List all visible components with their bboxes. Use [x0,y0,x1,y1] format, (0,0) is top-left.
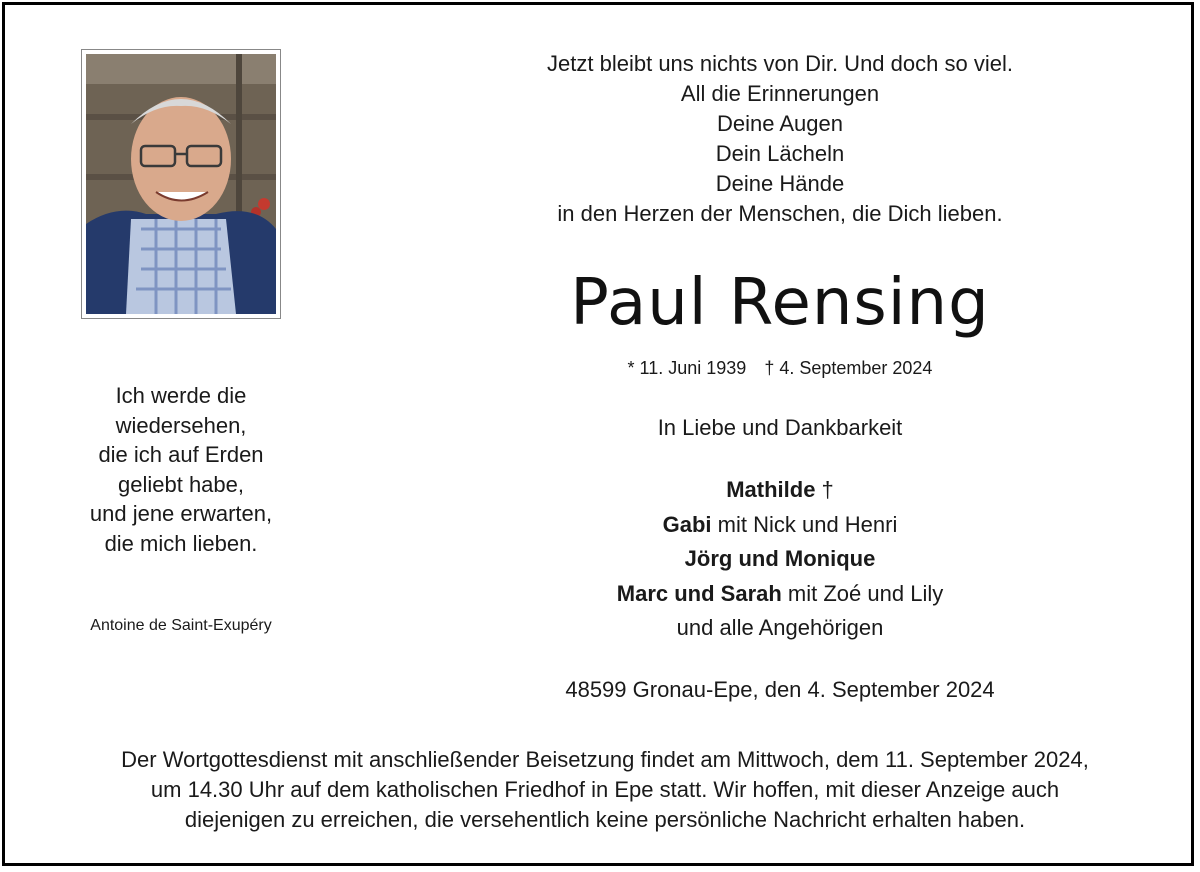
family-suffix: mit Nick und Henri [711,511,898,537]
poem-line: All die Erinnerungen [680,81,880,106]
portrait-photo [86,54,276,314]
notice-line: diejenigen zu erreichen, die versehentlich keine persönliche Nachricht erhalten haben. [184,807,1026,832]
funeral-notice [35,745,1175,835]
notice-line: Der Wortgottesdienst mit anschließender Beisetzung findet am Mittwoch, dem 11. September 2024, [121,747,1089,772]
family-name: Mathilde [726,477,816,502]
poem-line: Dein Lächeln [715,141,845,166]
family-list [435,473,1125,646]
family-member [435,611,1125,646]
family-name: Jörg und Monique [684,546,876,571]
poem [435,49,1125,229]
notice-line: um 14.30 Uhr auf dem katholischen Friedhof in Epe statt. Wir hoffen, mit dieser Anzeige auch [150,777,1060,802]
deceased-name: Paul Rensing [570,266,990,340]
family-member [435,473,1125,508]
life-dates [435,355,1125,381]
family-name: Marc und Sarah [616,580,782,606]
poem-line: Deine Augen [717,111,843,136]
quote-line: geliebt habe, [118,471,244,497]
quote-line: Ich werde die [115,383,247,408]
poem-line: in den Herzen der Menschen, die Dich lieben. [557,201,1003,226]
family-name: Gabi [662,511,712,537]
family-member [435,542,1125,577]
quote [53,381,309,559]
family-member [435,508,1125,543]
poem-line: Jetzt bleibt uns nichts von Dir. Und doch so viel. [547,51,1013,76]
portrait-frame [81,49,281,319]
family-suffix: mit Zoé und Lily [781,580,944,606]
family-suffix: und alle Angehörigen [676,615,884,640]
thanks-line: In Liebe und Dankbarkeit [657,415,903,440]
obituary-frame [2,2,1194,866]
quote-line: die ich auf Erden [98,442,264,468]
quote-line: und jene erwarten, [89,501,273,527]
quote-author: Antoine de Saint-Exupéry [90,617,272,634]
family-suffix: † [815,477,834,502]
quote-line: die mich lieben. [104,530,258,556]
family-member [435,577,1125,612]
death-date: † 4. September 2024 [764,358,933,378]
place-date: 48599 Gronau-Epe, den 4. September 2024 [565,677,995,702]
birth-date: * 11. Juni 1939 [627,358,747,378]
quote-line: wiedersehen, [115,412,247,438]
poem-line: Deine Hände [715,171,845,196]
